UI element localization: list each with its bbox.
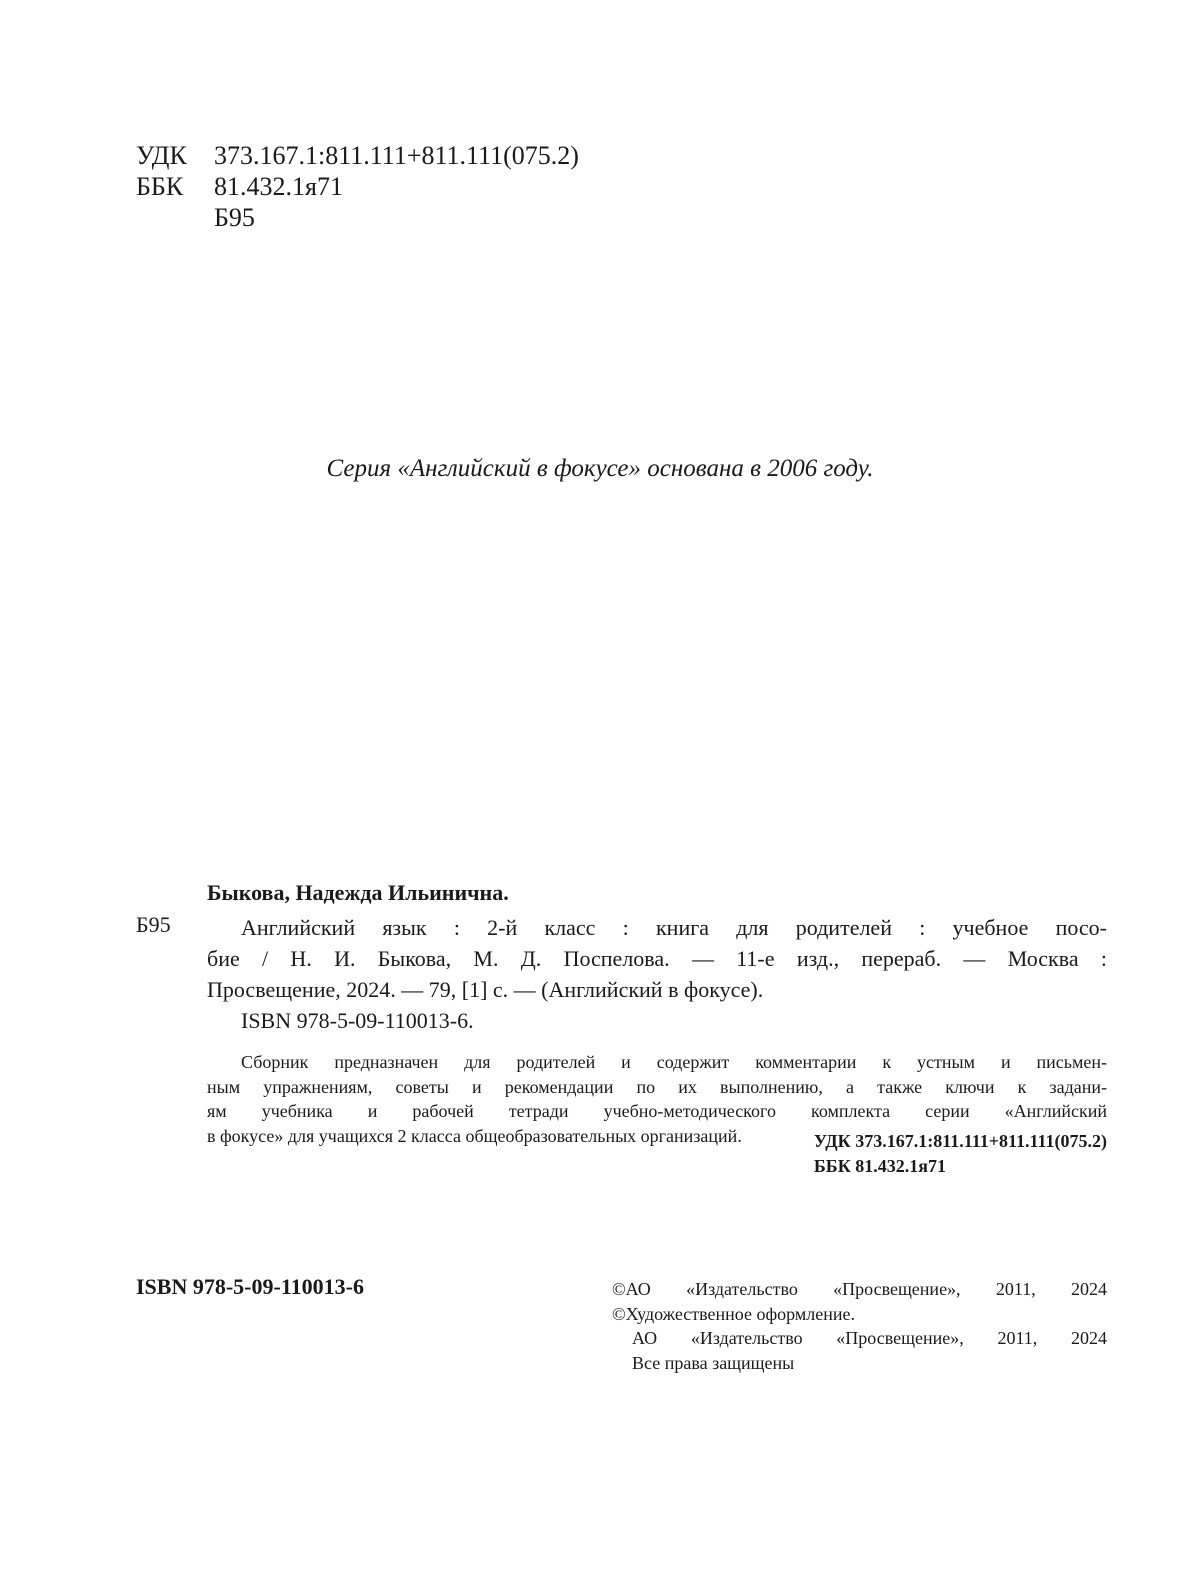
isbn-line: ISBN 978-5-09-110013-6. — [241, 1008, 474, 1033]
biblio-line: бие / Н. И. Быкова, М. Д. Поспелова. — 11-е изд., перераб. — Москва : — [207, 946, 1107, 971]
copyright-line: ©АО «Издательство «Просвещение», 2011, 2024 — [612, 1279, 1107, 1299]
udk-bbk-header — [136, 140, 579, 233]
copyright-line: ©Художественное оформление. — [612, 1303, 856, 1324]
copyright-line: АО «Издательство «Просвещение», 2011, 2024 — [632, 1328, 1107, 1348]
author-code: Б95 — [214, 203, 255, 232]
annotation-line: в фокусе» для учащихся 2 класса общеобразовательных организаций. — [207, 1125, 742, 1146]
biblio-line: Просвещение, 2024. — 79, [1] с. — (Английский в фокусе). — [207, 977, 764, 1002]
bbk-label: ББК — [136, 172, 184, 201]
bbk-value: 81.432.1я71 — [214, 172, 343, 201]
bbk-row — [136, 171, 579, 202]
isbn: ISBN 978-5-09-110013-6 — [136, 1274, 364, 1299]
biblio-line: Английский язык : 2-й класс : книга для родителей : учебное посо- — [241, 915, 1107, 940]
classification-codes — [814, 1129, 1107, 1179]
udk-line: УДК 373.167.1:811.111+811.111(075.2) — [813, 1131, 1107, 1151]
annotation-line: ям учебника и рабочей тетради учебно-методического комплекта серии «Английский — [207, 1101, 1107, 1121]
record-side-code: Б95 — [136, 912, 171, 937]
udk-value: 373.167.1:811.111+811.111(075.2) — [214, 141, 579, 170]
bibliographic-description — [207, 912, 1107, 1036]
annotation-line: ным упражнениям, советы и рекомендации по их выполнению, а также ключи к задани- — [207, 1076, 1107, 1097]
author-code-row — [136, 202, 579, 233]
udk-label: УДК — [136, 141, 187, 170]
annotation-line: Сборник предназначен для родителей и содержит комментарии к устным и письмен- — [241, 1052, 1107, 1072]
copyright-line: Все права защищены — [632, 1352, 795, 1373]
bbk-line: ББК 81.432.1я71 — [813, 1156, 946, 1176]
series-note: Серия «Английский в фокусе» основана в 2006 году. — [326, 455, 874, 482]
udk-row — [136, 140, 579, 171]
record-author: Быкова, Надежда Ильинична. — [207, 880, 509, 905]
copyright-block — [612, 1277, 1107, 1375]
